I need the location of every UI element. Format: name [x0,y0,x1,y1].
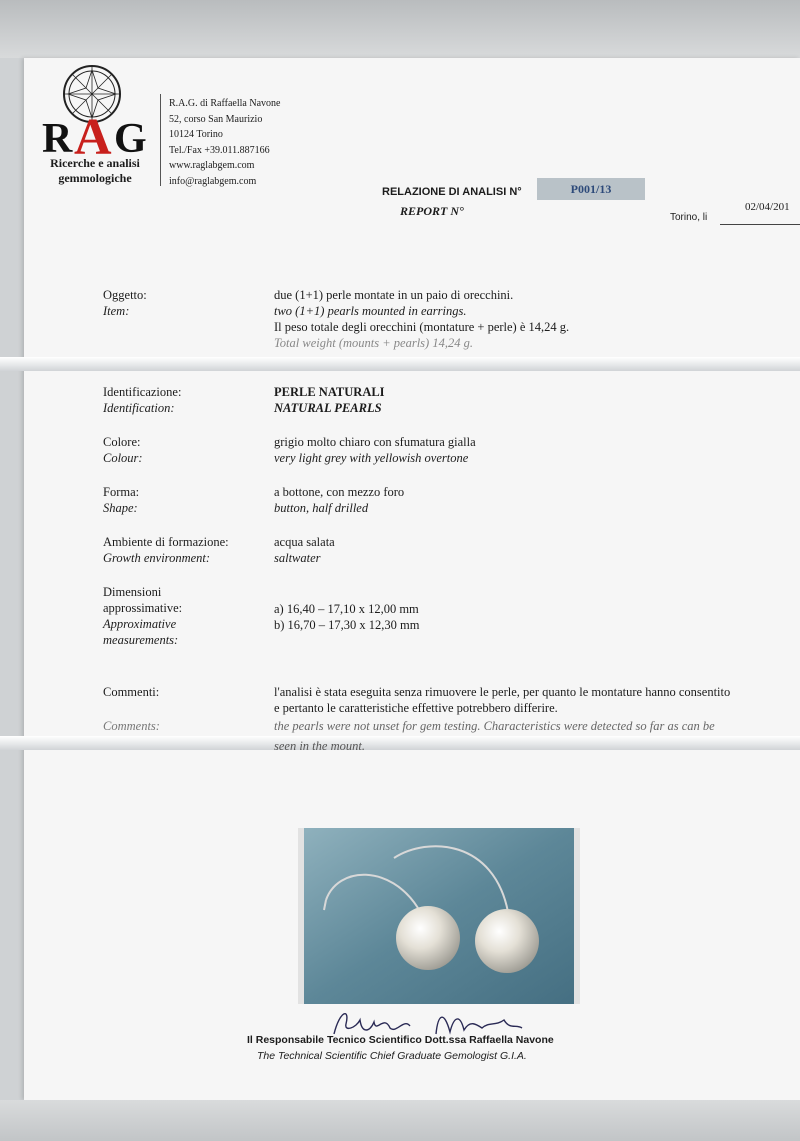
growth-value-it: acqua salata [274,535,335,549]
measurements-label-en-2: measurements: [103,633,179,647]
pearl-earrings-image [298,828,580,1004]
item-label-en: Item: [103,304,130,318]
growth-value-en: saltwater [274,551,321,565]
identification-label [103,384,181,416]
item-weight-it: Il peso totale degli orecchini (montature + perle) è 14,24 g. [274,320,570,334]
company-info [169,96,280,189]
identification-value [274,384,385,416]
growth-label-en: Growth environment: [103,551,211,565]
growth-value [274,534,335,566]
colour-value [274,434,476,466]
measurements-label-it-2: approssimative: [103,601,183,615]
comments-label-it: Commenti: [103,685,160,699]
pearl-earrings-photo [298,828,580,1004]
signature-title-it: Il Responsabile Tecnico Scientifico Dott.ssa Raffaella Navone [247,1034,554,1046]
comments-en-line-1: the pearls were not unset for gem testing. Characteristics were detected so far as can be [274,719,715,733]
colour-value-en: very light grey with yellowish overtone [274,451,469,465]
item-label-it: Oggetto: [103,288,147,302]
item-value-it: due (1+1) perle montate in un paio di orecchini. [274,288,514,302]
paper-fold-upper [0,357,800,371]
shape-label [103,484,139,516]
report-place: Torino, li [670,212,708,223]
compass-star-diamond-icon [36,64,156,158]
colour-label [103,434,143,466]
company-phone: Tel./Fax +39.011.887166 [169,144,270,156]
svg-text:G: G [114,116,147,158]
svg-text:A: A [74,109,112,158]
identification-label-en: Identification: [103,401,175,415]
report-title-en: REPORT N° [400,204,464,218]
colour-label-en: Colour: [103,451,143,465]
colour-label-it: Colore: [103,435,141,449]
measurements-label [103,584,182,648]
item-value-en: two (1+1) pearls mounted in earrings. [274,304,467,318]
comments-en-line-2: seen in the mount. [274,739,365,753]
growth-label [103,534,229,566]
identification-label-it: Identificazione: [103,385,182,399]
logo-caption-line-2: gemmologiche [58,171,132,185]
colour-value-it: grigio molto chiaro con sfumatura gialla [274,435,476,449]
comments-it-line-1: l'analisi è stata eseguita senza rimuovere le perle, per quanto le montature hanno consentito [274,685,731,699]
identification-value-it: PERLE NATURALI [274,385,385,399]
company-email: info@raglabgem.com [169,175,257,187]
comments-value-en [274,718,715,734]
company-city: 10124 Torino [169,129,223,140]
measurements-label-en-1: Approximative [103,617,177,631]
signature-title-en: The Technical Scientific Chief Graduate Gemologist G.I.A. [257,1050,527,1062]
growth-label-it: Ambiente di formazione: [103,535,229,549]
header-divider [160,94,161,186]
company-name: R.A.G. di Raffaella Navone [169,98,281,109]
comments-label-en: Comments: [103,719,160,733]
scan-bottom-edge [0,1100,800,1141]
measurements-value [274,601,419,633]
shape-value-it: a bottone, con mezzo foro [274,485,405,499]
logo-caption-line-1: Ricerche e analisi [50,156,140,170]
item-label [103,287,147,319]
shape-value-en: button, half drilled [274,501,369,515]
measurement-b: b) 16,70 – 17,30 x 12,30 mm [274,618,420,632]
measurement-a: a) 16,40 – 17,10 x 12,00 mm [274,602,419,616]
comments-value-it [274,684,730,716]
shape-label-en: Shape: [103,501,138,515]
scan-top-edge [0,0,800,58]
shape-value [274,484,404,516]
item-weight-en: Total weight (mounts + pearls) 14,24 g. [274,336,473,350]
paper-fold-lower [0,736,800,750]
identification-value-en: NATURAL PEARLS [274,401,382,415]
report-number: P001/13 [537,178,645,200]
svg-text:R: R [42,116,73,158]
company-web: www.raglabgem.com [169,160,255,171]
date-underline [720,224,800,225]
measurements-label-it-1: Dimensioni [103,585,162,599]
company-address: 52, corso San Maurizio [169,113,263,125]
report-date: 02/04/201 [745,201,790,213]
shape-label-it: Forma: [103,485,140,499]
logo-caption [30,156,160,186]
report-title-it: RELAZIONE DI ANALISI N° [382,186,522,198]
comments-it-line-2: e pertanto le caratteristiche effettive potrebbero differire. [274,701,558,715]
item-value [274,287,569,351]
